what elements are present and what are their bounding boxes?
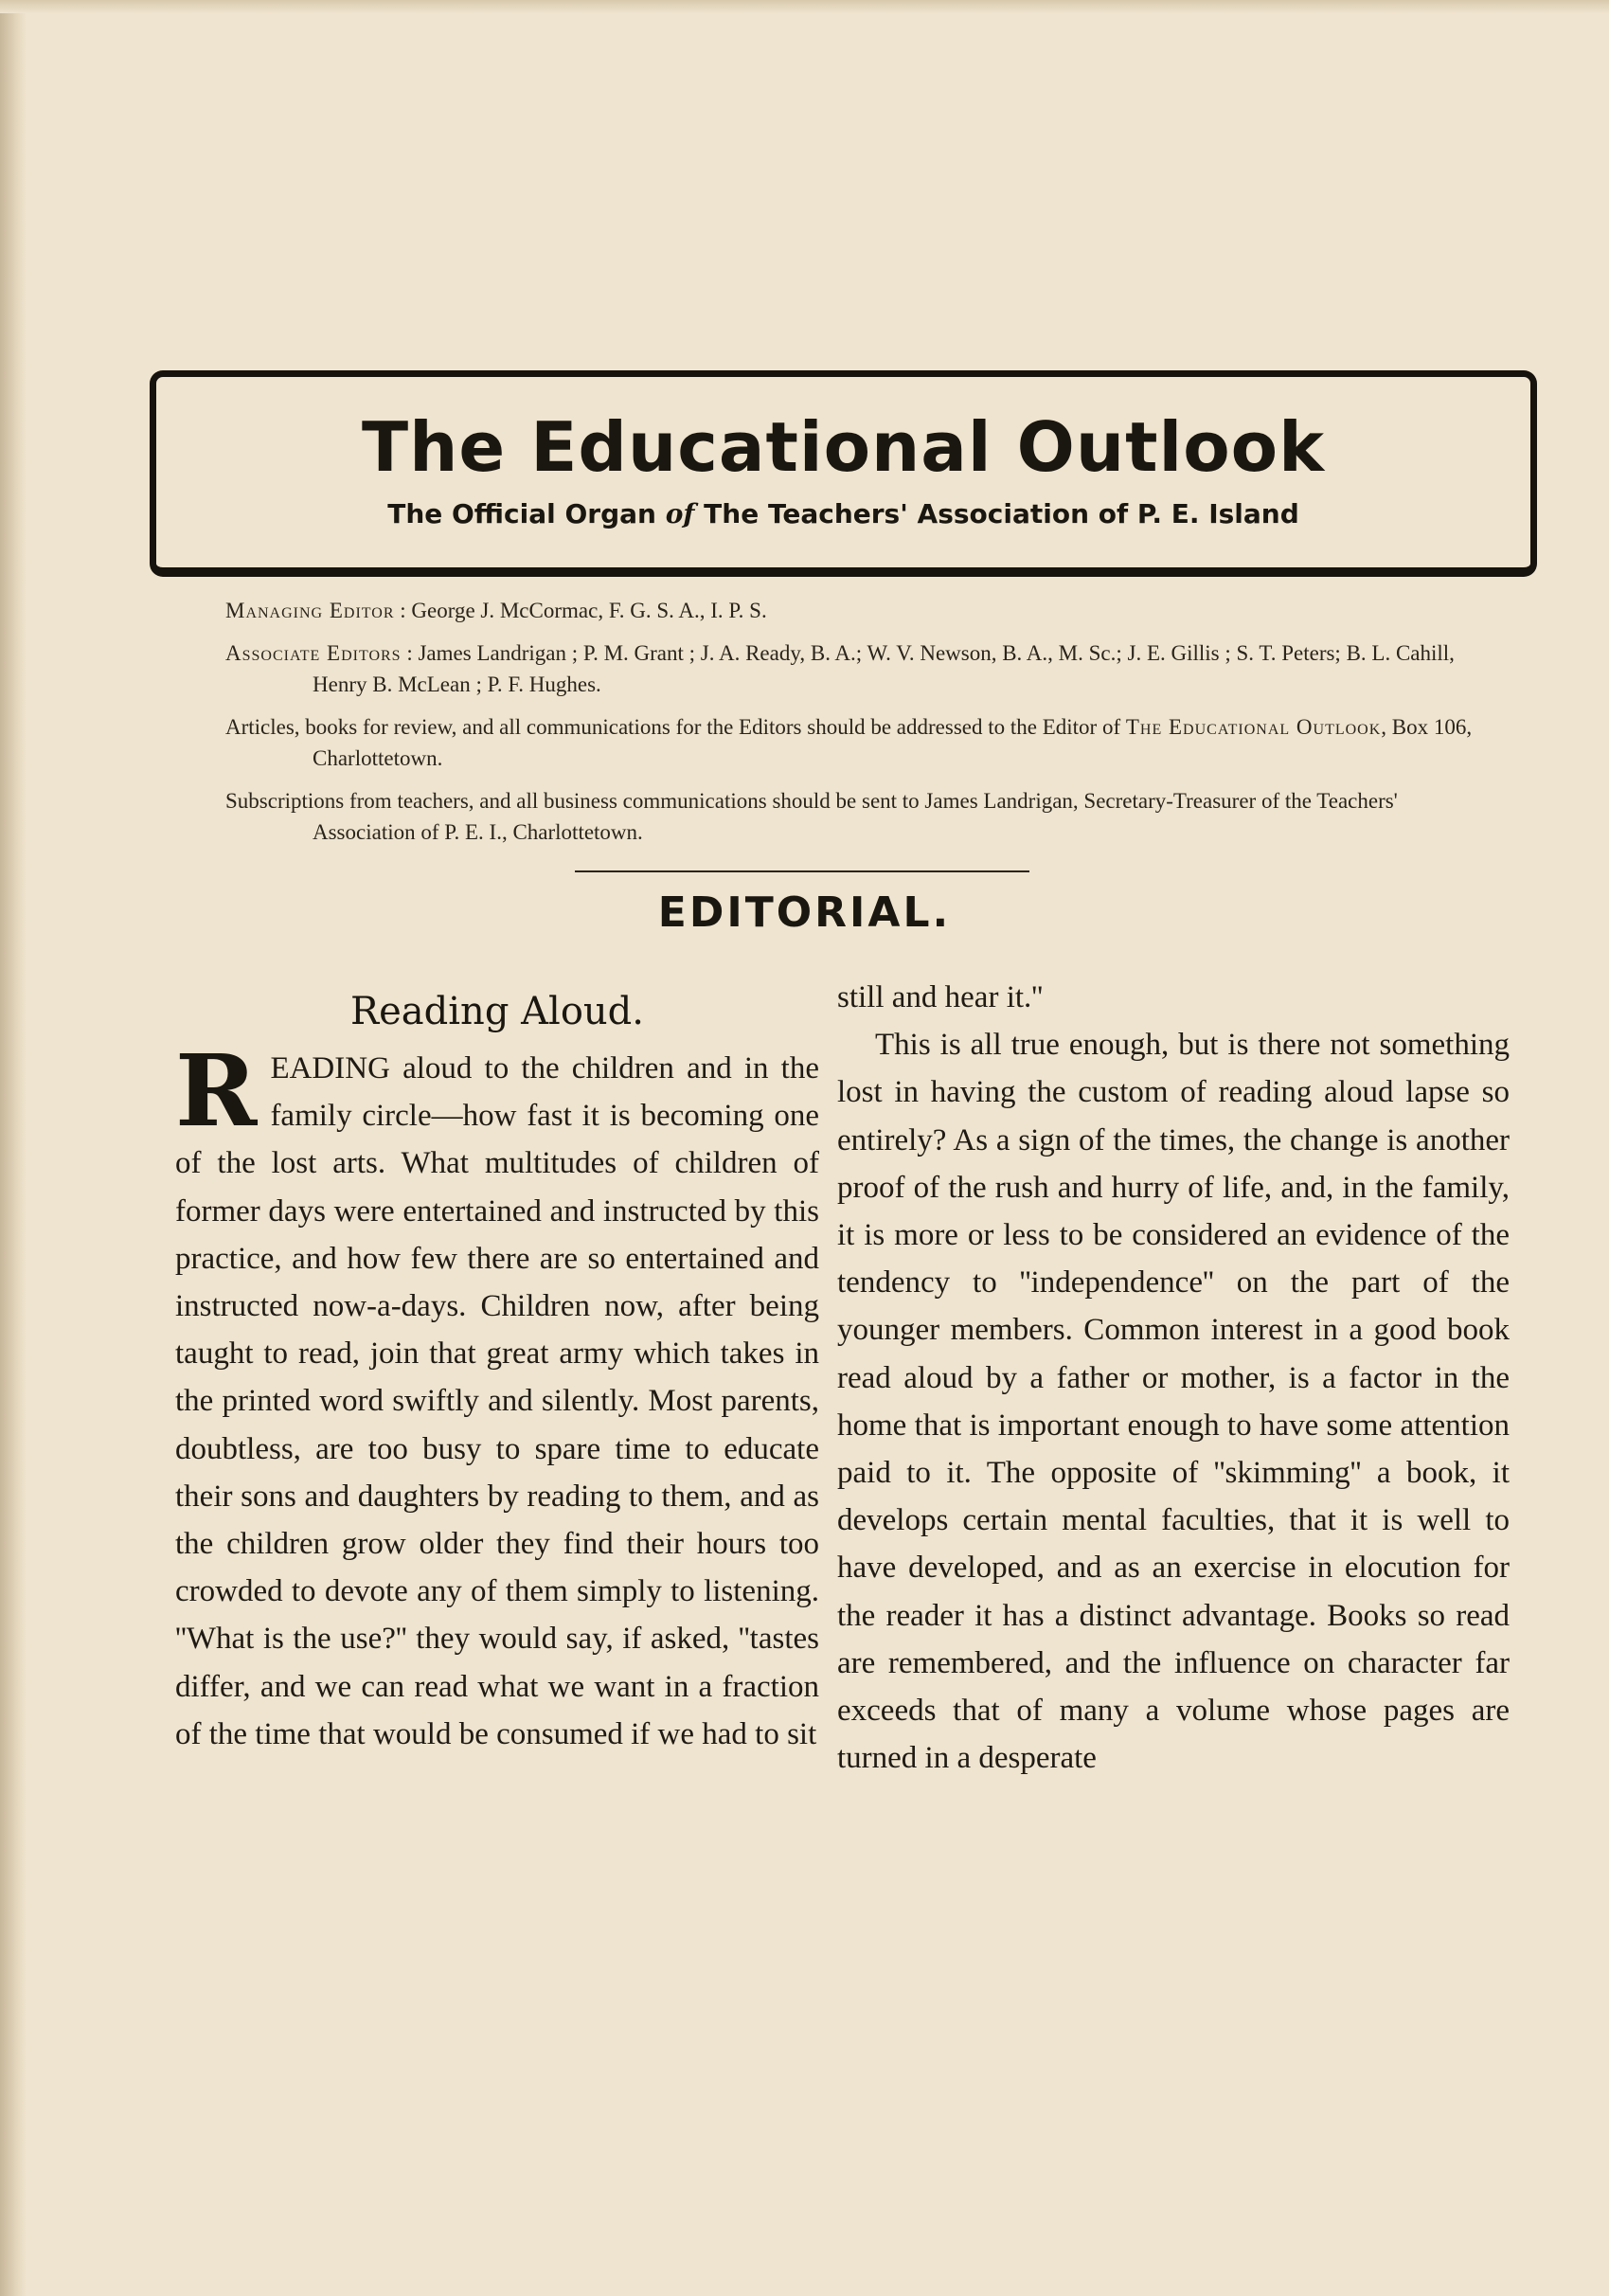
associate-editors-label: Associate Editors	[225, 641, 402, 665]
articles-notice-pre: Articles, books for review, and all communications for the Editors should be addressed to the Editor of	[225, 715, 1126, 739]
section-divider	[575, 870, 1029, 872]
managing-editor-label: Managing Editor	[225, 599, 395, 622]
article-left-body: aloud to the children and in the family circle—how fast it is becoming one of the lost arts. What multitudes of children of former days were entertained and instructed by this practice, and how few there are so entertained and instructed now-a-days. Children now, after being taught to read, join that great army which takes in the printed word swiftly and silently. Most parents, doubtless, are too busy to spare time to educate their sons and daughters by reading to them, and as the children grow older they find their hours too crowded to devote any of them simply to listening. ''What is the use?'' they would say, if asked, ''tastes differ, and we can read what we want in a fraction of the time that would be consumed if we had to sit	[175, 1051, 819, 1751]
article-paragraph-1	[175, 1032, 819, 1758]
article-title: Reading Aloud.	[350, 990, 644, 1033]
masthead-frame	[150, 370, 1537, 577]
page-binding-edge	[0, 0, 27, 2296]
drop-cap: R	[175, 1032, 258, 1149]
masthead-subtitle-of: of	[665, 498, 695, 529]
article-paragraph-2: This is all true enough, but is there not something lost in having the custom of reading aloud lapse so entirely? As a sign of the times, the change is another proof of the rush and hurry of life, and, in the family, it is more or less to be considered an evidence of the tendency to ''independence'' on the part of the younger members. Common interest in a good book read aloud by a father or mother, is a factor in the home that is important enough to have some attention paid to it. The opposite of ''skimming'' a book, it develops certain mental faculties, that it is well to have developed, and as an exercise in elocution for the reader it has a distinct advantage. Books so read are remembered, and the influence on character far exceeds that of many a volume whose pages are turned in a desperate	[837, 1028, 1510, 1776]
associate-editors-line	[225, 637, 1475, 700]
section-heading: EDITORIAL.	[657, 888, 952, 937]
masthead-title: The Educational Outlook	[361, 407, 1326, 487]
editorial-credits	[225, 595, 1475, 859]
article-column-left	[175, 974, 819, 1758]
masthead-subtitle	[156, 498, 1530, 529]
articles-notice-magazine: The Educational Outlook	[1125, 715, 1382, 739]
article-first-words: EADING	[270, 1051, 390, 1085]
subscriptions-notice: Subscriptions from teachers, and all business communications should be sent to James Landrigan, Secretary-Treasurer of the Teachers' Association of P. E. I., Charlottetown.	[225, 789, 1398, 844]
masthead-subtitle-post: The Teachers' Association of P. E. Island	[694, 498, 1299, 529]
article-column-right	[837, 974, 1510, 1782]
articles-notice	[225, 711, 1475, 774]
masthead-subtitle-pre: The Official Organ	[387, 498, 666, 529]
article-continuation: still and hear it.''	[837, 980, 1044, 1014]
managing-editor-text: : George J. McCormac, F. G. S. A., I. P. S.	[400, 599, 767, 622]
managing-editor-line	[225, 595, 1475, 626]
page-top-shadow	[0, 0, 1609, 13]
associate-editors-text: : James Landrigan ; P. M. Grant ; J. A. Ready, B. A.; W. V. Newson, B. A., M. Sc.; J. E. Gillis ; S. T. Peters; B. L. Cahill, Henry B. McLean ; P. F. Hughes.	[313, 641, 1455, 696]
articles-notice-post: , Box 106, Charlottetown.	[313, 715, 1473, 770]
